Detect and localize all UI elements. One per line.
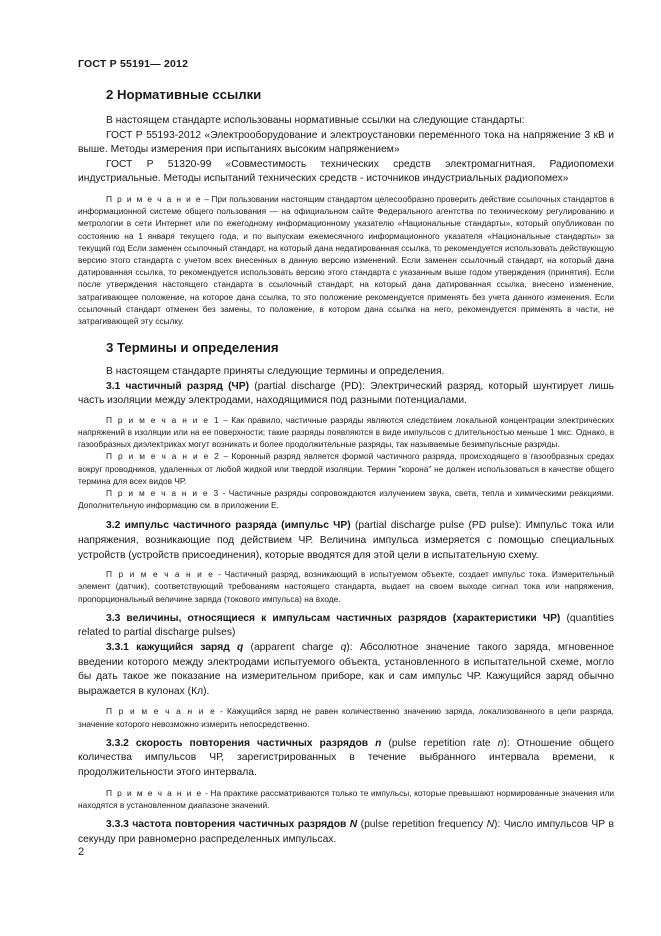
term-3-3-3-text-a: (pulse repetition frequency — [357, 818, 487, 830]
term-3-3-1 — [78, 641, 614, 699]
term-3-3-2-symbol-inline: n — [497, 737, 504, 749]
term-3-3-2-name: 3.3.2 скорость повторения частичных разрядов — [106, 737, 376, 749]
note-4-label: П р и м е ч а н и е — [106, 569, 215, 580]
term-3-3-3 — [78, 818, 614, 847]
term-3-2-name: 3.2 импульс частичного разряда (импульс ЧР) — [106, 520, 351, 532]
note-label: П р и м е ч а н и е — [106, 193, 202, 204]
sec2-reference-2: ГОСТ Р 51320-99 «Совместимость технических средств электромагнитная. Радиопомехи индустриальные. Методы испытаний технических средств - источников индустриальных радиопомех» — [78, 158, 614, 185]
term-3-3-2-text-a: (pulse repetition rate — [381, 737, 498, 749]
sec2-reference-1: ГОСТ Р 55193-2012 «Электрооборудование и электроустановки переменного тока на напряжение 3 кВ и выше. Методы измерения при испытаниях высоким напряжением» — [78, 129, 614, 156]
note-4-text: - Частичный разряд, возникающий в испытуемом объекте, создает импульс тока. Измерительный элемент (датчик), соответствующий требованиям настоящего стандарта, выдает на своем выходе сигнал тока или напряжения, пропорциональный величине заряда (токового импульса) на входе. — [78, 569, 614, 604]
note-2-label: П р и м е ч а н и е 2 — [106, 451, 221, 462]
term-3-3-3-symbol-inline: N — [486, 818, 495, 830]
document-header: ГОСТ Р 55191— 2012 — [78, 58, 189, 70]
section-3-title: 3 Термины и определения — [106, 340, 279, 355]
section-2 — [78, 87, 614, 327]
sec3-intro: В настоящем стандарте приняты следующие термины и определения. — [106, 366, 445, 377]
term-3-3-3-symbol: N — [349, 818, 358, 830]
note-5-label: П р и м е ч а н и е — [106, 706, 217, 717]
term-3-3-2 — [78, 737, 614, 781]
term-3-1-name: 3.1 частичный разряд (ЧР) — [106, 380, 250, 392]
term-3-3-1-text-a: (apparent charge — [243, 641, 341, 653]
term-3-3-name: 3.3 величины, относящиеся к импульсам частичных разрядов (характеристики ЧР) — [106, 612, 561, 624]
page-number: 2 — [78, 846, 85, 858]
term-3-3-2-symbol: n — [375, 737, 382, 749]
note-3 — [78, 487, 614, 511]
note-6 — [78, 787, 614, 811]
term-3-3-2-text-b: ): Отношение общего количества импульсов ЧР, зарегистрированных в течение выбранного интервала времени, к продолжительности этого интервала. — [78, 737, 615, 778]
term-3-3-1-text-b: ): Абсолютное значение такого заряда, мгновенное введении которого между электродами испытуемого объекта, установленного в испытательной схеме, могло бы дать такое же показание на измерительном приборе, как и сам импульс ЧР. Кажущийся заряд обычно выражается в кулонах (Кл). — [78, 641, 614, 697]
term-3-1 — [78, 380, 614, 409]
sec2-note — [78, 193, 614, 327]
term-3-3-3-name: 3.3.3 частота повторения частичных разрядов — [106, 818, 350, 830]
note-1-text: – Как правило, частичные разряды являются следствием локальной концентрации электрических напряжений в изоляции или на ее поверхности; такие разряды появляются в виде импульсов с длительностью меньше 1 мкс. Однако, в газообразных диэлектриках могут возникать и более продолжительные разряды, так называемые безимпульсные разряды. — [78, 414, 614, 450]
term-3-3-3-text-b: ): Число импульсов ЧР в секунду при равномерно распределенных импульсах. — [78, 818, 615, 845]
term-3-3-1-name: 3.3.1 кажущийся заряд — [106, 641, 237, 653]
note-1 — [78, 414, 614, 451]
note-4 — [78, 568, 614, 605]
note-3-label: П р и м е ч а н и е 3 — [106, 488, 220, 498]
note-2 — [78, 450, 614, 487]
term-3-3-1-symbol: q — [237, 641, 244, 653]
section-3 — [78, 340, 614, 847]
term-3-3 — [78, 612, 614, 641]
note-6-label: П р и м е ч а н и е — [106, 787, 203, 798]
note-5-text: - Кажущийся заряд не равен количественно значению заряда, локализованного в цепи разряда, значение которого невозможно измерить непосредственно. — [78, 706, 614, 729]
term-3-3-text: (quantities related to partial discharge pulses) — [78, 612, 614, 639]
sec2-paragraph-1: В настоящем стандарте использованы нормативные ссылки на следующие стандарты: — [106, 115, 525, 126]
note-5 — [78, 705, 614, 729]
term-3-1-text: (partial discharge (PD): Электрический разряд, который шунтирует лишь часть изоляции между электродами, находящимися под разными потенциалами. — [78, 380, 614, 407]
note-6-text: - На практике рассматриваются только те импульсы, которые превышают нормированные значения или находятся в установленном диапазоне значений. — [78, 787, 615, 810]
note-1-label: П р и м е ч а н и е 1 — [106, 414, 220, 425]
term-3-2-text: (partial discharge pulse (PD pulse): Импульс тока или напряжения, возникающие под действием ЧР. Величина импульса измеряется с помощью специальных устройств (устройств присоединения), которые вводятся для этой цели в испытательную схему. — [78, 520, 614, 561]
section-2-title: 2 Нормативные ссылки — [106, 87, 262, 102]
note-text: – При пользовании настоящим стандартом целесообразно проверить действие ссылочных стандартов в информационной системе общего пользования — на официальном сайте Федерального агентства по техническому регулированию и метрологии в сети Интернет или по ежегодному информационному указателю «Национальные стандарты», который опубликован по состоянию на 1 января текущего года, и по выпускам ежемесячного информационного указателя «Национальные стандарты» за текущий год Если заменен ссылочный стандарт, на который дана недатированная ссылка, то рекомендуется использовать действующую версию этого стандарта с учетом всех внесенных в данную версию изменений. Если заменен ссылочный стандарт, на который дана датированная ссылка, то рекомендуется использовать версию этого стандарта с указанным выше годом утверждения (принятия). Если после утверждения настоящего стандарта в ссылочный стандарт, на который дана датированная ссылка, внесено изменение, затрагивающее положение, на которое дана ссылка, то это положение рекомендуется применять без учета данного изменения. Если ссылочный стандарт отменен без замены, то положение, в котором дана ссылка на него, рекомендуется применять в части, не затрагивающей эту ссылку. — [78, 193, 614, 326]
note-2-text: – Коронный разряд является формой частичного разряда, происходящего в газообразных средах вокруг проводников, удаленных от любой жидкой или твердой изоляции. Термин "корона" не должен использоваться в качестве общего термина для всех видов ЧР. — [78, 451, 614, 486]
note-3-text: - Частичные разряды сопровождаются излучением звука, света, тепла и химическими реакциями. Дополнительную информацию см. в приложении Е. — [78, 488, 614, 511]
term-3-3-1-symbol-inline: q — [340, 641, 347, 653]
term-3-2 — [78, 519, 614, 563]
